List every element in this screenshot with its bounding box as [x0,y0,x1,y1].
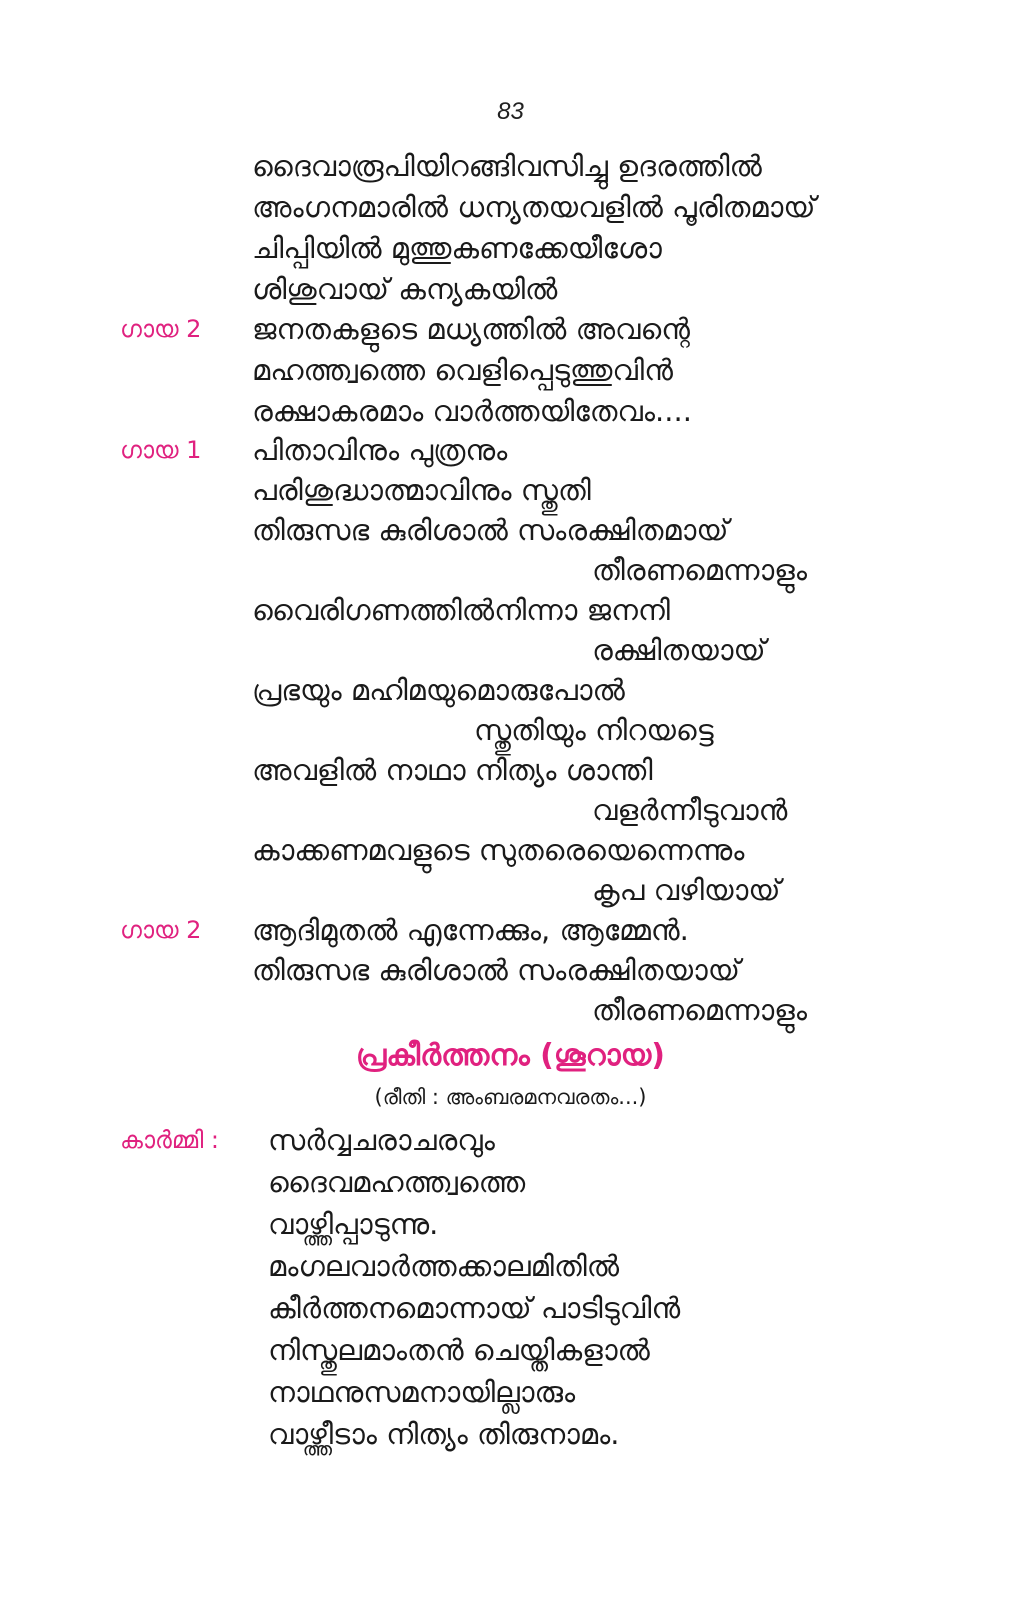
verse-line: വാഴ്ത്തിപ്പാടുന്നു. [268,1207,439,1241]
verse-line: കൃപ വഴിയായ് [592,873,781,907]
speaker-label: ഗായ 1 [120,436,202,464]
verse-line: രക്ഷാകരമാം വാർത്തയിതേവം.... [252,394,692,428]
verse-line: തീരണമെന്നാളും [592,993,808,1027]
verse-line: അവളിൽ നാഥാ നിത്യം ശാന്തി [252,753,653,787]
verse-line: ദൈവമഹത്ത്വത്തെ [268,1165,526,1199]
verse-line: വാഴ്ത്തീടാം നിത്യം തിരുനാമം. [268,1417,620,1451]
verse-line: കീർത്തനമൊന്നായ് പാടിടുവിൻ [268,1291,681,1325]
verse-line: തീരണമെന്നാളും [592,553,808,587]
verse-line: നാഥനുസമനായില്ലാരും [268,1375,576,1409]
verse-line: അംഗനമാരിൽ ധന്യതയവളിൽ പൂരിതമായ് [252,190,816,224]
verse-line: പിതാവിനും പുത്രനും [252,433,508,467]
verse-line: വളർന്നീടുവാൻ [592,793,788,827]
verse-line: കാക്കണമവളുടെ സുതരെയെന്നെന്നും [252,833,745,867]
verse-line: രക്ഷിതയായ് [592,633,766,667]
verse-line: ആദിമുതൽ എന്നേക്കും, ആമ്മേൻ. [252,913,689,947]
verse-line: തിരുസഭ കുരിശാൽ സംരക്ഷിതയായ് [252,953,740,987]
section-heading: പ്രകീർത്തനം (ശൂറായ) [356,1038,665,1073]
verse-line: ശിശുവായ് കന്യകയിൽ [252,272,558,306]
verse-line: സർവ്വചരാചരവും [268,1123,495,1157]
speaker-label: കാർമ്മി : [120,1126,219,1154]
verse-line: ദൈവാരൂപിയിറങ്ങിവസിച്ചു ഉദരത്തിൽ [252,149,762,183]
verse-line: മഹത്ത്വത്തെ വെളിപ്പെടുത്തുവിൻ [252,353,673,387]
verse-line: പരിശുദ്ധാത്മാവിനും സ്തുതി [252,473,591,507]
speaker-label: ഗായ 2 [120,916,202,944]
verse-line: ചിപ്പിയിൽ മുത്തുകണക്കേയീശോ [252,231,662,265]
verse-line: സ്തുതിയും നിറയട്ടെ [474,713,714,747]
verse-line: വൈരിഗണത്തിൽനിന്നാ ജനനി [252,593,670,627]
verse-line: നിസ്തുലമാംതൻ ചെയ്തികളാൽ [268,1333,650,1367]
verse-line: തിരുസഭ കുരിശാൽ സംരക്ഷിതമായ് [252,513,729,547]
verse-line: ജനതകളുടെ മധ്യത്തിൽ അവന്റെ [252,312,691,346]
page-number: 83 [497,98,524,125]
tune-note: (രീതി : അംബരമനവരതം...) [374,1085,647,1109]
speaker-label: ഗായ 2 [120,315,202,343]
verse-line: മംഗലവാർത്തക്കാലമിതിൽ [268,1249,620,1283]
verse-line: പ്രഭയും മഹിമയുമൊരുപോൽ [252,673,625,707]
